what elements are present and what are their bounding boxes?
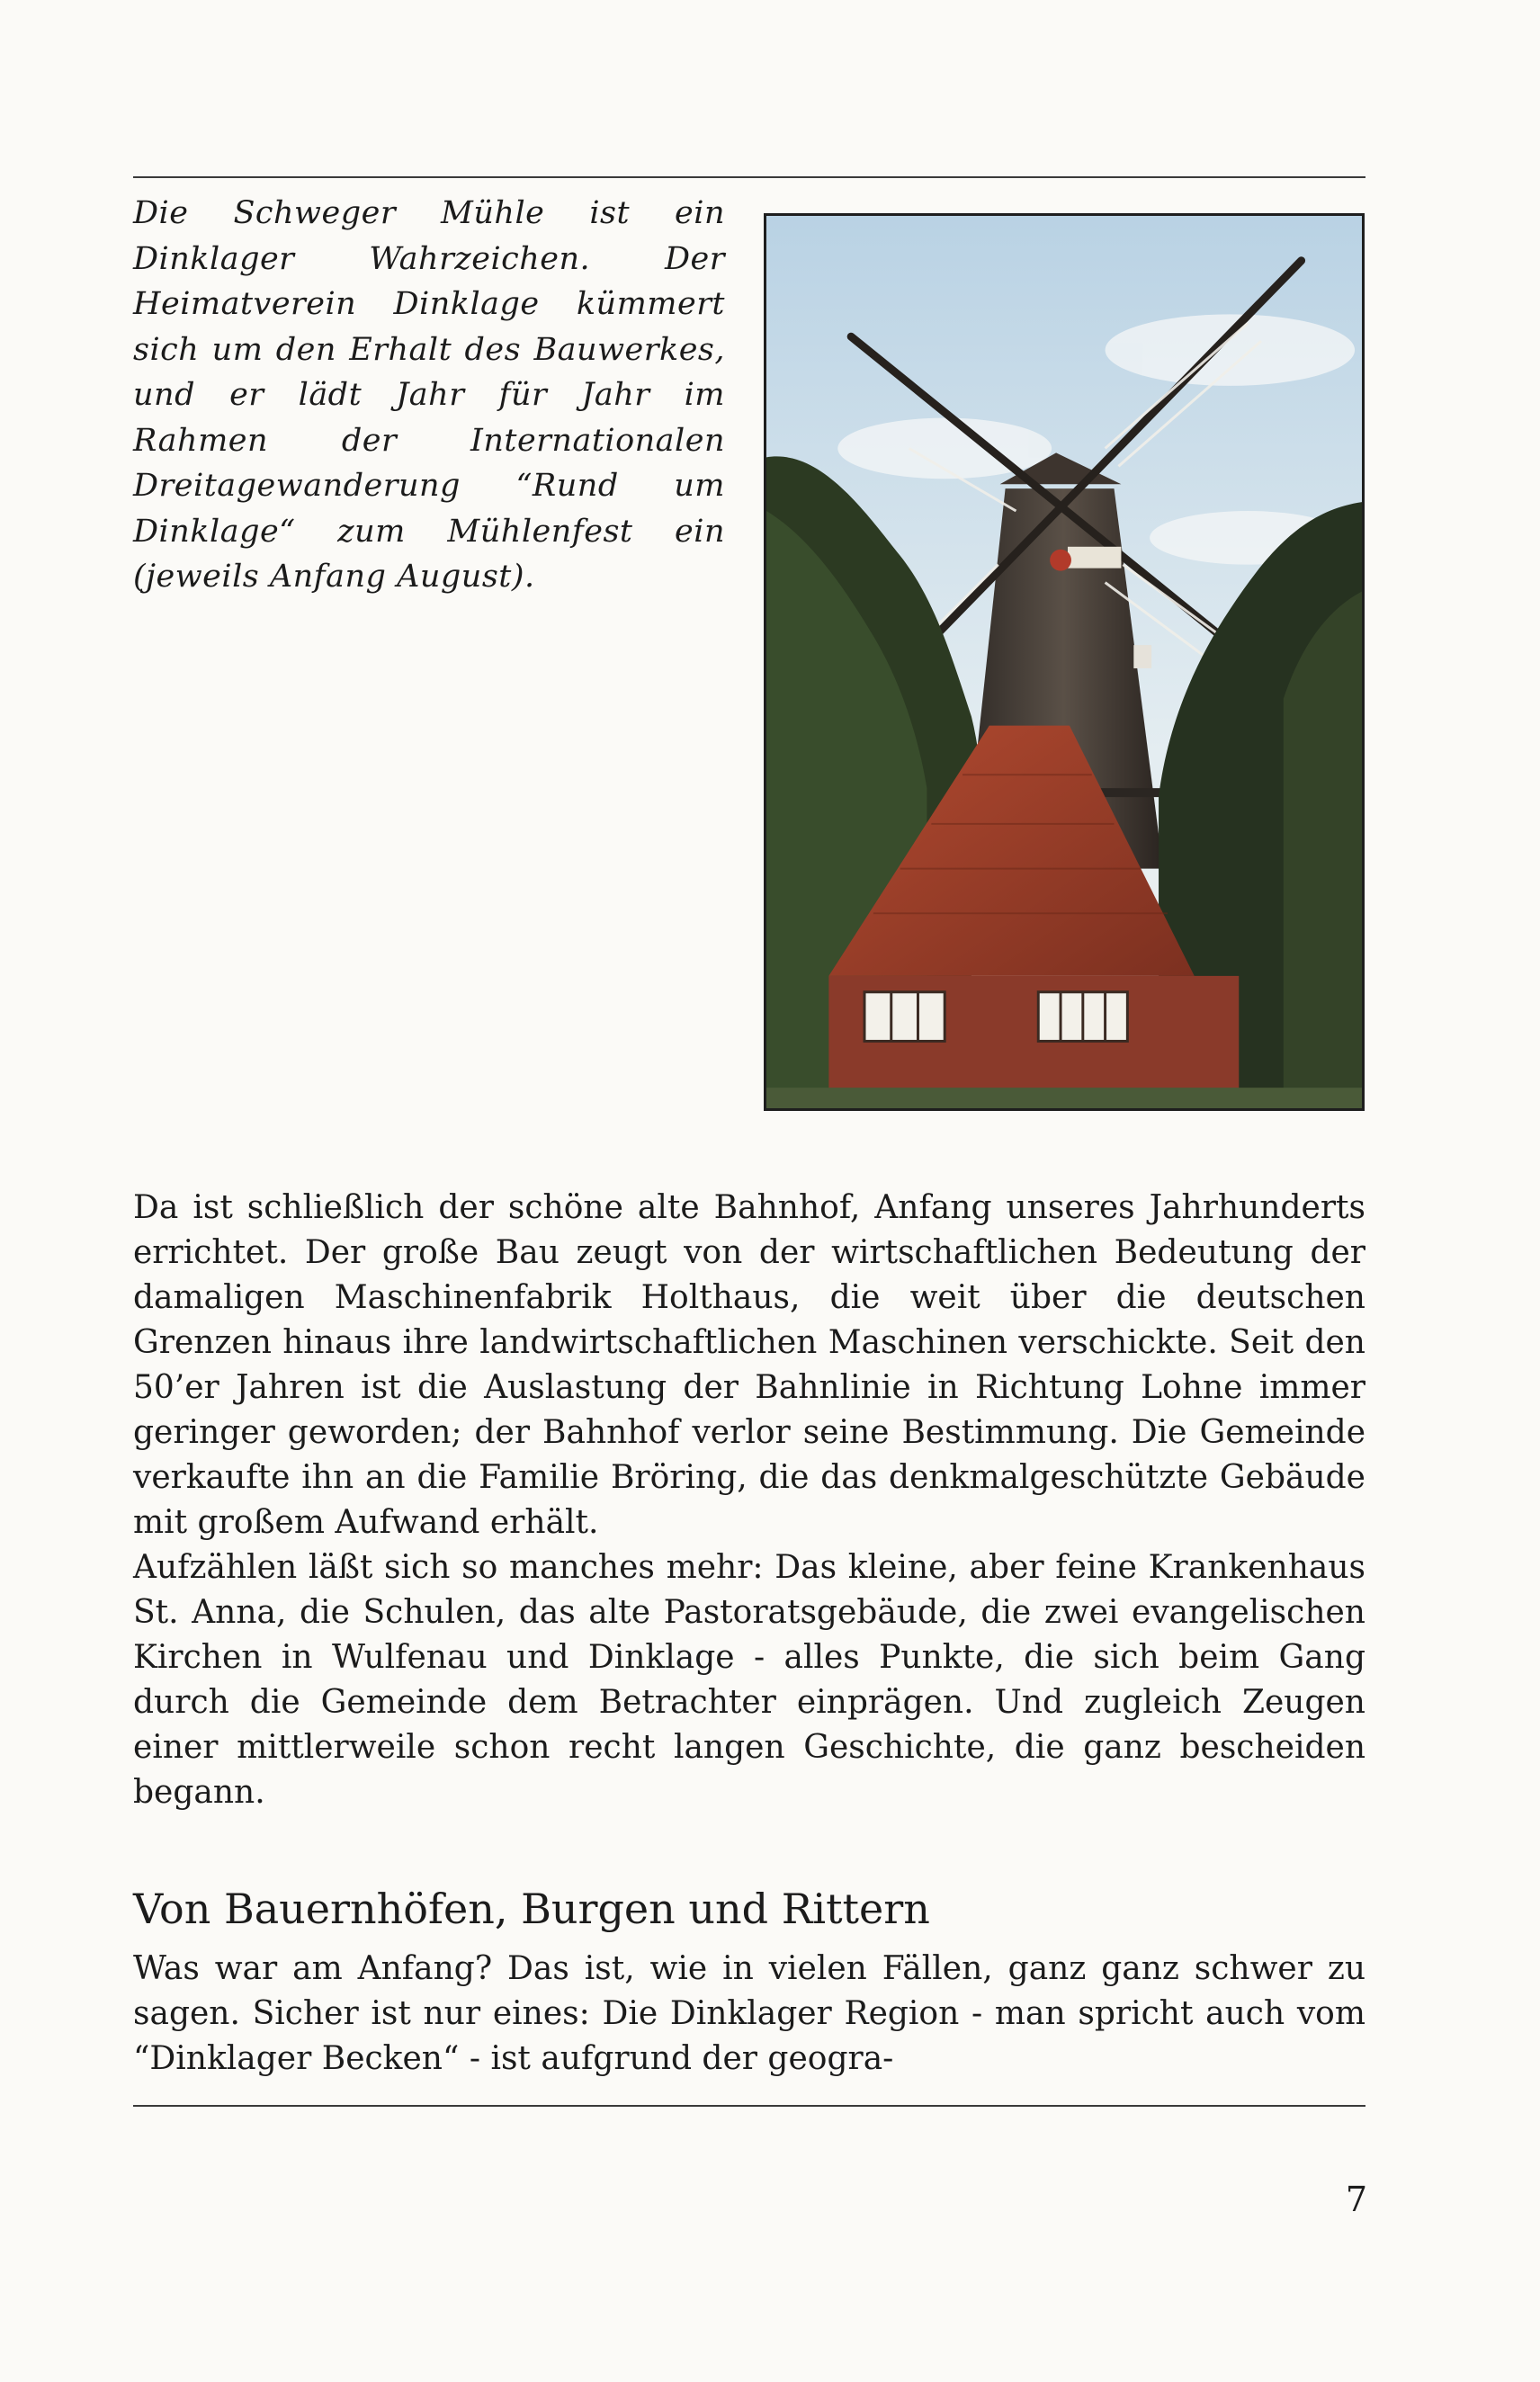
mill-hub-board: [1068, 547, 1121, 569]
page-number: 7: [1345, 2180, 1367, 2219]
body-paragraph: Da ist schließlich der schöne alte Bahnhof, Anfang unseres Jahrhunderts errichtet. Der große Bau zeugt von der wirtschaftlichen Bedeutung der damaligen Maschinenfabrik Holthaus, die weit über die deutschen Grenzen hinaus ihre landwirtschaftlichen Maschinen verschickte. Seit den 50’er Jahren ist die Auslastung der Bahnlinie in Richtung Lohne immer geringer geworden; der Bahnhof verlor seine Bestimmung. Die Gemeinde verkaufte ihn an die Familie Bröring, die das denkmalgeschützte Gebäude mit großem Aufwand erhält.: [133, 1189, 1365, 1541]
section-heading: Von Bauernhöfen, Burgen und Rittern: [133, 1885, 930, 1933]
tower-window: [1133, 645, 1151, 668]
bottom-rule: [133, 2105, 1365, 2107]
ground: [766, 1088, 1362, 1108]
photo-caption: Die Schweger Mühle ist ein Dinklager Wahrzeichen. Der Heimatverein Dinklage kümmert sich um den Erhalt des Bauwerkes, und er lädt Jahr für Jahr im Rahmen der Internationalen Dreitagewanderung “Rund um Dinklage“ zum Mühlenfest ein (jeweils Anfang August).: [133, 195, 725, 595]
body-paragraph: Aufzählen läßt sich so manches mehr: Das kleine, aber feine Krankenhaus St. Anna, die Schulen, das alte Pastoratsgebäude, die zwei evangelischen Kirchen in Wulfenau und Dinklage - alles Punkte, die sich beim Gang durch die Gemeinde dem Betrachter einprägen. Und zugleich Zeugen einer mittlerweile schon recht langen Geschichte, die ganz bescheiden begann.: [133, 1549, 1365, 1811]
top-rule: [133, 176, 1365, 178]
windmill-photo: [764, 213, 1365, 1111]
section-paragraph: Was war am Anfang? Das ist, wie in vielen Fällen, ganz ganz schwer zu sagen. Sicher ist nur eines: Die Dinklager Region - man spricht auch vom “Dinklager Becken“ - ist aufgrund der geogra-: [133, 1950, 1365, 2077]
body-text: [133, 1186, 1365, 1815]
mill-hub: [1050, 550, 1071, 571]
windmill-illustration: [766, 216, 1362, 1108]
tree-right-highlight: [1284, 591, 1362, 1108]
